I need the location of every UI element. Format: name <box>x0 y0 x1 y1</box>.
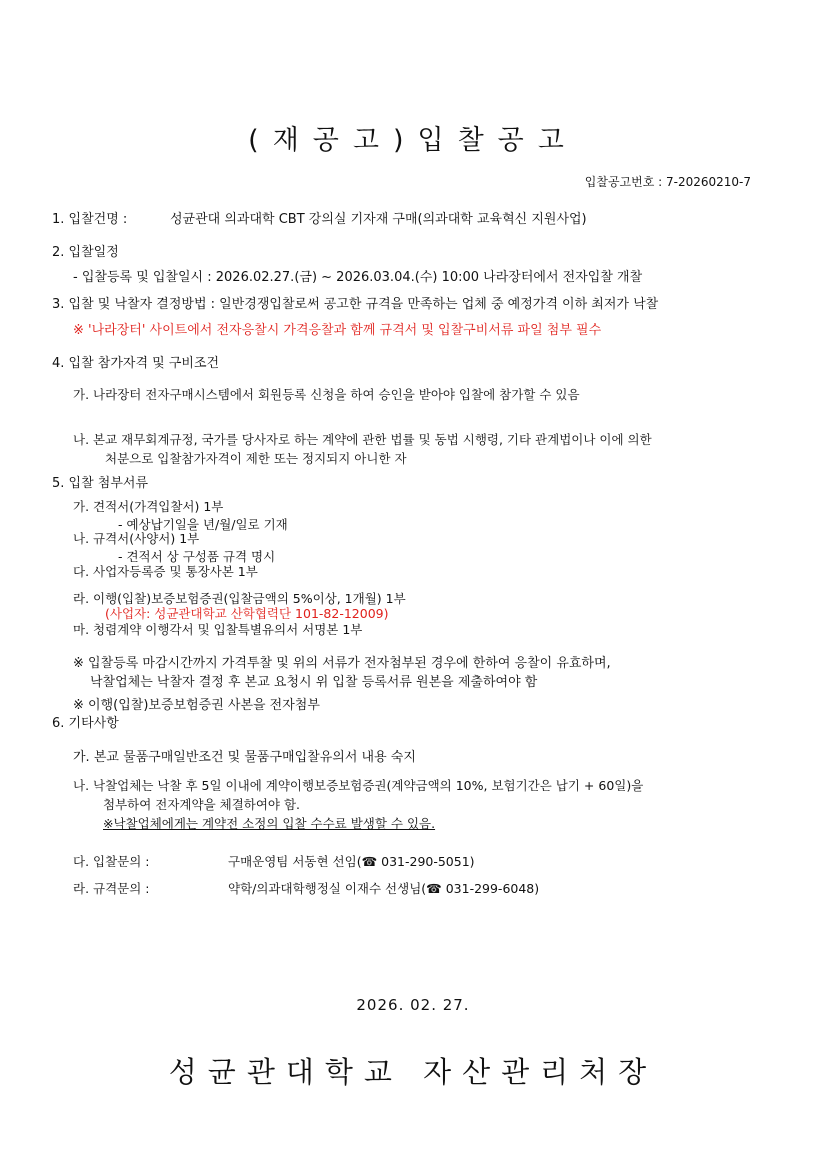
section-4-na-2: 처분으로 입찰참가자격이 제한 또는 정지되지 아니한 자 <box>105 451 407 466</box>
section-5-note-2: 낙찰업체는 낙찰자 결정 후 본교 요청시 위 입찰 등록서류 원본을 제출하여야 함 <box>90 675 538 690</box>
section-5-ga: 가. 견적서(가격입찰서) 1부 <box>73 499 224 514</box>
section-5-na: 나. 규격서(사양서) 1부 <box>73 531 200 546</box>
section-5-ma: 마. 청렴계약 이행각서 및 입찰특별유의서 서명본 1부 <box>73 622 363 637</box>
section-5-da: 다. 사업자등록증 및 통장사본 1부 <box>73 564 258 579</box>
section-5-note-3: ※ 이행(입찰)보증보험증권 사본을 전자첨부 <box>73 698 320 713</box>
section-6-da-value: 구매운영팀 서동현 선임(☎ 031-290-5051) <box>228 854 475 869</box>
document-date: 2026. 02. 27. <box>356 996 470 1014</box>
section-4-label: 4. 입찰 참가자격 및 구비조건 <box>52 356 220 371</box>
section-5-note-1: ※ 입찰등록 마감시간까지 가격투찰 및 위의 서류가 전자첨부된 경우에 한하여 응찰이 유효하며, <box>73 656 611 671</box>
section-3-label: 3. 입찰 및 낙찰자 결정방법 : 일반경쟁입찰로써 공고한 규격을 만족하는 업체 중 예정가격 이하 최저가 낙찰 <box>52 297 659 312</box>
issuing-organization: 성균관대학교 자산관리처장 <box>168 1055 658 1089</box>
section-6-ra-value: 약학/의과대학행정실 이재수 선생님(☎ 031-299-6048) <box>228 881 540 896</box>
section-5-ra: 라. 이행(입찰)보증보험증권(입찰금액의 5%이상, 1개월) 1부 <box>73 591 406 606</box>
section-1-value: 성균관대 의과대학 CBT 강의실 기자재 구매(의과대학 교육혁신 지원사업) <box>170 212 587 227</box>
section-5-label: 5. 입찰 첨부서류 <box>52 476 149 491</box>
section-2-label: 2. 입찰일정 <box>52 245 119 260</box>
section-1-label: 1. 입찰건명 : <box>52 212 128 227</box>
section-5-ra-sub: (사업자: 성균관대학교 산학협력단 101-82-12009) <box>105 606 389 621</box>
section-6-na-2: 첨부하여 전자계약을 체결하여야 함. <box>103 797 301 812</box>
section-6-label: 6. 기타사항 <box>52 716 119 731</box>
section-4-na-1: 나. 본교 재무회계규정, 국가를 당사자로 하는 계약에 관한 법률 및 동법 시행령, 기타 관계법이나 이에 의한 <box>73 432 652 447</box>
section-6-na-3: ※낙찰업체에게는 계약전 소정의 입찰 수수료 발생할 수 있음. <box>103 816 436 831</box>
section-6-ra-label: 라. 규격문의 : <box>73 881 150 896</box>
section-6-na-1: 나. 낙찰업체는 낙찰 후 5일 이내에 계약이행보증보험증권(계약금액의 10%, 보험기간은 납기 + 60일)을 <box>73 778 644 793</box>
section-4-ga: 가. 나라장터 전자구매시스템에서 회원등록 신청을 하여 승인을 받아야 입찰에 참가할 수 있음 <box>73 387 580 402</box>
section-5-na-sub: - 견적서 상 구성품 규격 명시 <box>118 549 276 564</box>
section-3-note: ※ '나라장터' 사이트에서 전자응찰시 가격응찰과 함께 규격서 및 입찰구비서류 파일 첨부 필수 <box>73 323 602 338</box>
notice-number: 입찰공고번호 : 7-20260210-7 <box>584 175 751 189</box>
section-6-da-label: 다. 입찰문의 : <box>73 854 150 869</box>
page-title: (재공고)입찰공고 <box>248 125 578 156</box>
section-6-ga: 가. 본교 물품구매일반조건 및 물품구매입찰유의서 내용 숙지 <box>73 750 416 765</box>
section-2-item: - 입찰등록 및 입찰일시 : 2026.02.27.(금) ~ 2026.03.04.(수) 10:00 나라장터에서 전자입찰 개찰 <box>73 270 643 285</box>
section-5-ga-sub: - 예상납기일을 년/월/일로 기재 <box>118 517 288 532</box>
